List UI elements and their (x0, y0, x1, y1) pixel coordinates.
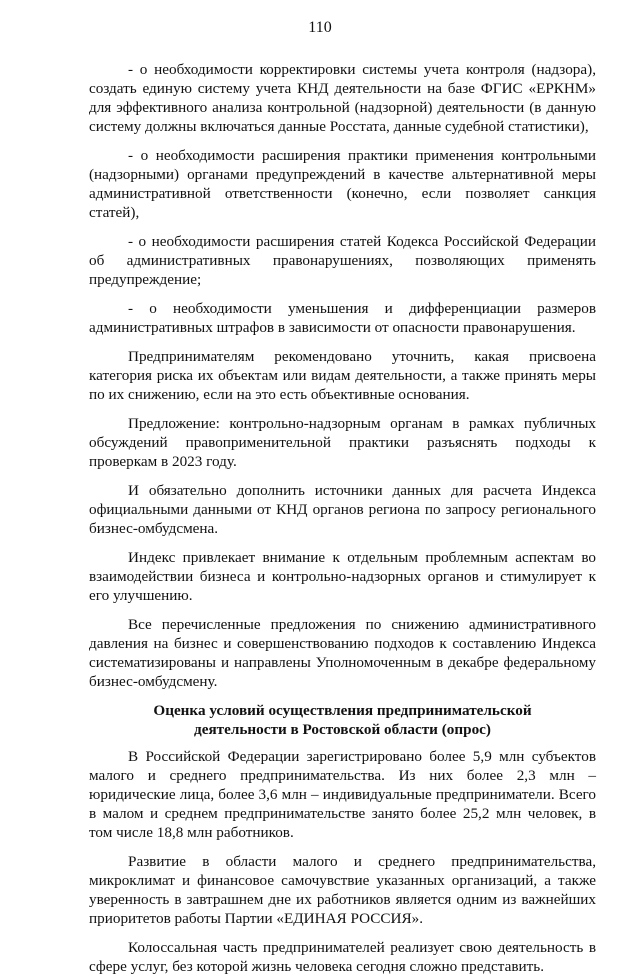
paragraph-services-sector: Колоссальная часть предпринимателей реализует свою деятельность в сфере услуг, без которой жизнь человека сегодня сложно представить. (89, 939, 596, 975)
section-heading (89, 701, 596, 739)
paragraph-sme-priorities: Развитие в области малого и среднего предпринимательства, микроклимат и финансовое самочувствие указанных организаций, а также уверенность в завтрашнем дне их работников является одним из важнейших приоритетов работы Партии «ЕДИНАЯ РОССИЯ». (89, 853, 596, 927)
paragraph-koap-articles: - о необходимости расширения статей Кодекса Российской Федерации об административных правонарушениях, позволяющих применять предупреждение; (89, 233, 596, 288)
paragraph-proposals-sent: Все перечисленные предложения по снижению административного давления на бизнес и совершенствованию подходов к составлению Индекса систематизированы и направлены Уполномоченным в декабре федеральному бизнес-омбудсмену. (89, 616, 596, 690)
paragraph-warnings-practice: - о необходимости расширения практики применения контрольными (надзорными) органами предупреждений в качестве альтернативной меры административной ответственности (конечно, если позволяет санкция статей), (89, 147, 596, 221)
paragraph-fines-reduction: - о необходимости уменьшения и дифференциации размеров административных штрафов в зависимости от опасности правонарушения. (89, 300, 596, 336)
paragraph-proposal-2023: Предложение: контрольно-надзорным органам в рамках публичных обсуждений правоприменительной практики разъяснять подходы к проверкам в 2023 году. (89, 415, 596, 470)
page-number: 110 (308, 19, 332, 36)
paragraph-risk-category: Предпринимателям рекомендовано уточнить, какая присвоена категория риска их объектам или видам деятельности, а также принять меры по их снижению, если на это есть объективные основания. (89, 348, 596, 403)
paragraph-index-data-sources: И обязательно дополнить источники данных для расчета Индекса официальными данными от КНД органов региона по запросу регионального бизнес-омбудсмена. (89, 482, 596, 537)
document-body (89, 60, 596, 976)
paragraph-knd-accounting-system: - о необходимости корректировки системы учета контроля (надзора), создать единую систему учета КНД деятельности на базе ФГИС «ЕРКНМ» для эффективного анализа контрольной (надзорной) деятельности (в данную систему должны включаться данные Росстата, данные судебной статистики), (89, 61, 596, 135)
section-heading-line-2: деятельности в Ростовской области (опрос) (194, 721, 491, 738)
paragraph-sme-statistics: В Российской Федерации зарегистрировано более 5,9 млн субъектов малого и среднего предпринимательства. Из них более 2,3 млн – юридические лица, более 3,6 млн – индивидуальные предприниматели. Всего в малом и среднем предпринимательстве занято более 25,2 млн человек, в том числе 18,8 млн работников. (89, 748, 596, 841)
paragraph-index-attention: Индекс привлекает внимание к отдельным проблемным аспектам во взаимодействии бизнеса и контрольно-надзорных органов и стимулирует к его улучшению. (89, 549, 596, 604)
section-heading-line-1: Оценка условий осуществления предпринимательской (153, 702, 532, 719)
